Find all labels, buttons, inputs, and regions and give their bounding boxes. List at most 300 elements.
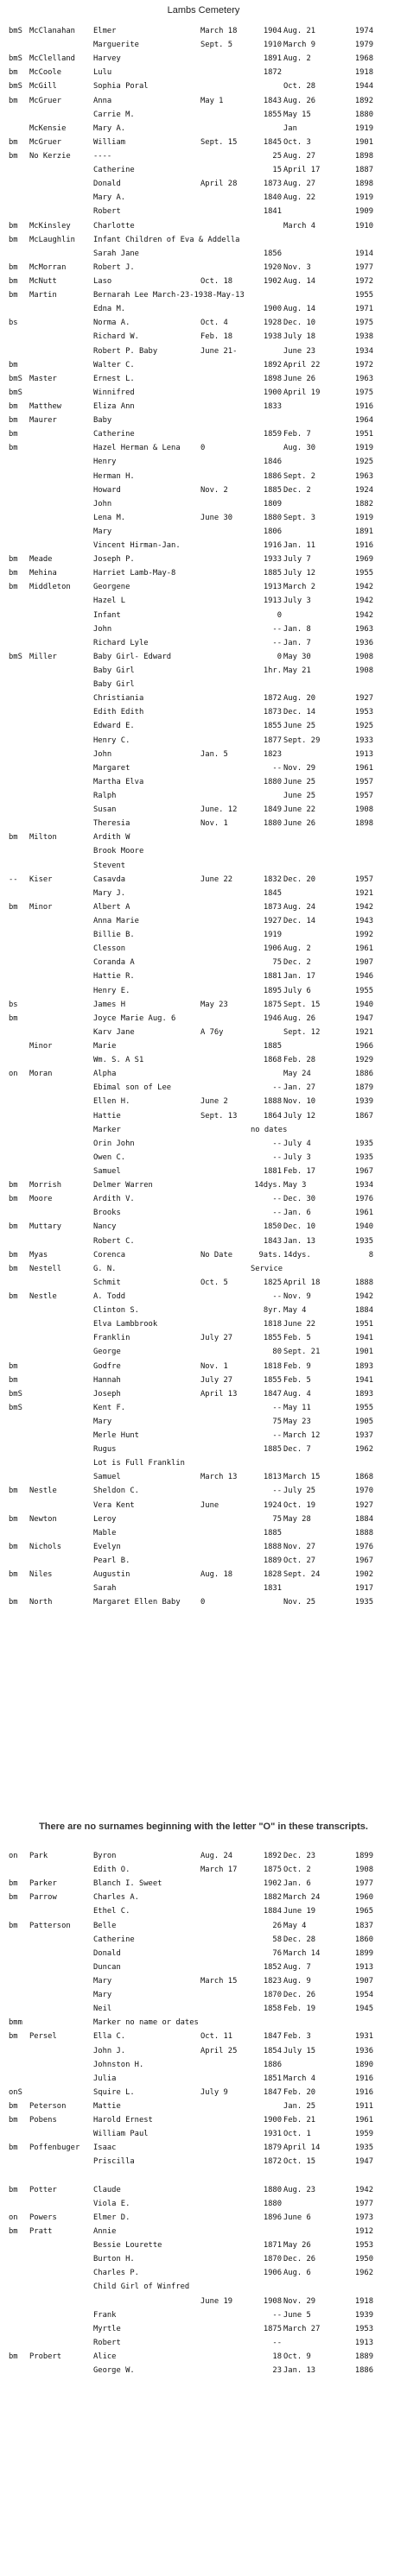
born-year-cell [251, 2280, 283, 2294]
surname-cell [29, 2072, 93, 2086]
burial-row [9, 302, 398, 316]
burial-row [9, 830, 398, 844]
given-cell: Merle Hunt [93, 1431, 139, 1441]
burial-row [9, 1360, 398, 1373]
born-year-cell: 1892 [263, 1852, 282, 1860]
burial-row [9, 2044, 398, 2058]
born-date-cell [200, 594, 251, 608]
surname-cell: Nestle [29, 1291, 57, 1301]
died-year-cell: 1884 [354, 1514, 373, 1524]
born-year-cell: 1895 [263, 986, 282, 995]
mark-cell [9, 1026, 29, 1039]
born-date-cell [200, 1123, 251, 1137]
died-date-cell: March 27 [283, 2324, 321, 2333]
born-date-cell [200, 1345, 251, 1359]
born-date-cell [200, 427, 251, 441]
died-date-cell: Sept. 29 [283, 736, 321, 745]
born-year-cell: 1879 [263, 2144, 282, 2153]
born-date-cell [200, 79, 251, 93]
died-date-cell: Aug. 4 [283, 1389, 311, 1398]
given-cell: Mary [93, 1991, 112, 2000]
born-year-cell: -- [272, 1152, 282, 1162]
died-year-cell: 1933 [354, 736, 373, 745]
surname-cell [29, 2266, 93, 2280]
burial-row [9, 525, 398, 539]
given-cell: Mary A. [93, 123, 126, 133]
surname-cell: Patterson [29, 1921, 71, 1930]
surname-cell: North [29, 1598, 53, 1607]
burial-row [9, 1456, 398, 1470]
given-cell: Evelyn [93, 1542, 121, 1551]
given-cell: Joyce Marie Aug. 6 [93, 1013, 176, 1023]
born-date-cell: A 76y [200, 1027, 224, 1037]
given-cell: Kent F. [93, 1403, 126, 1412]
died-date-cell: March 12 [283, 1431, 321, 1441]
burial-row [9, 900, 398, 914]
died-year-cell: 1916 [354, 541, 373, 551]
mark-cell: bm [9, 1514, 18, 1524]
born-year-cell: 1849 [263, 805, 282, 815]
mark-cell: bm [9, 1598, 18, 1607]
born-year-cell: 8yr. [263, 1306, 282, 1316]
surname-cell [29, 2336, 93, 2350]
died-year-cell: 1992 [354, 931, 373, 940]
died-date-cell: Dec. 30 [283, 1195, 316, 1204]
burial-row [9, 511, 398, 525]
mark-cell: on [9, 1852, 18, 1860]
given-cell: John [93, 499, 112, 508]
died-date-cell: Feb. 5 [283, 1334, 311, 1343]
burial-row [9, 844, 398, 858]
given-cell: Harriet Lamb-May-8 [93, 569, 176, 578]
died-year-cell: 1935 [354, 2144, 373, 2153]
died-year-cell: 1937 [354, 1431, 373, 1441]
died-year-cell: 1965 [354, 1907, 373, 1916]
died-year-cell: 1966 [354, 1041, 373, 1051]
died-year-cell: 1977 [354, 262, 373, 272]
burial-row [9, 2350, 398, 2364]
died-year-cell: 1880 [354, 110, 373, 119]
mark-cell [9, 247, 29, 261]
given-cell: Godfre [93, 1361, 121, 1371]
mark-cell [9, 2058, 29, 2072]
died-year-cell: 1935 [354, 1152, 373, 1162]
born-year-cell: 1882 [263, 1893, 282, 1903]
died-date-cell: July 3 [283, 597, 311, 606]
died-year-cell: 1955 [354, 1403, 373, 1412]
born-year-cell [251, 789, 283, 803]
born-year-cell: 1847 [263, 2087, 282, 2097]
born-date-cell: Nov. 2 [200, 485, 228, 495]
burial-row [9, 191, 398, 205]
died-date-cell: June 22 [283, 805, 316, 815]
born-date-cell [200, 2155, 251, 2169]
mark-cell [9, 1123, 29, 1137]
surname-cell: Martin [29, 291, 57, 300]
born-date-cell [200, 149, 251, 163]
given-cell: Edith Edith [93, 708, 144, 717]
surname-cell [29, 163, 93, 177]
surname-cell: Master [29, 374, 57, 383]
born-year-cell: 1880 [263, 2185, 282, 2194]
burial-row [9, 1849, 398, 1863]
burial-row [9, 94, 398, 108]
born-date-cell [200, 1947, 251, 1960]
given-cell: Burton H. [93, 2255, 135, 2264]
given-cell: Infant Children of Eva & Addella [93, 235, 240, 244]
born-year-cell [251, 859, 283, 873]
died-date-cell: May 23 [283, 1417, 311, 1426]
mark-cell [9, 942, 29, 956]
died-year-cell: 1888 [354, 1528, 373, 1537]
born-date-cell: July 27 [200, 1334, 233, 1343]
died-date-cell [283, 1039, 344, 1053]
died-year-cell: 1916 [354, 401, 373, 411]
burial-row [9, 1988, 398, 2002]
mark-cell [9, 2238, 29, 2252]
mark-cell [9, 1960, 29, 1974]
died-date-cell [283, 2197, 344, 2211]
born-year-cell: 1906 [263, 944, 282, 954]
given-cell: George W. [93, 2366, 135, 2376]
died-year-cell: 1973 [354, 2213, 373, 2222]
born-year-cell: 1806 [263, 527, 282, 536]
born-date-cell [200, 455, 251, 469]
burial-row [9, 594, 398, 608]
died-year-cell: 1976 [354, 1542, 373, 1551]
died-year-cell: 1913 [354, 749, 373, 759]
born-year-cell: 14dys. [254, 1181, 282, 1190]
died-year-cell: 1934 [354, 1181, 373, 1190]
died-year-cell: 1919 [354, 444, 373, 453]
born-date-cell [200, 414, 251, 427]
died-year-cell: 1955 [354, 291, 373, 300]
surname-cell [29, 664, 93, 678]
burial-row [9, 38, 398, 52]
surname-cell: Potter [29, 2185, 57, 2194]
mark-cell [9, 1276, 29, 1290]
died-year-cell: 1912 [354, 2226, 373, 2236]
burial-row [9, 1248, 398, 1262]
mark-cell: -- [9, 874, 18, 884]
died-year-cell: 1868 [354, 1473, 373, 1482]
died-year-cell: 1939 [354, 1097, 373, 1107]
burial-row [9, 761, 398, 775]
died-date-cell: June 25 [283, 722, 316, 731]
died-year-cell: 8 [368, 1250, 373, 1260]
mark-cell [9, 1499, 29, 1512]
died-date-cell: Feb. 20 [283, 2087, 316, 2097]
surname-cell [29, 455, 93, 469]
born-year-cell: 1847 [263, 1389, 282, 1398]
born-year-cell: 26 [272, 1921, 282, 1930]
mark-cell [9, 844, 29, 858]
mark-cell [9, 205, 29, 218]
given-cell: Carrie M. [93, 110, 135, 119]
given-cell: Martha Elva [93, 777, 144, 786]
born-year-cell: 1809 [263, 499, 282, 508]
given-cell: Claude [93, 2185, 121, 2194]
mark-cell [9, 163, 29, 177]
died-date-cell: Dec. 14 [283, 917, 316, 925]
born-year-cell: 1825 [263, 1278, 282, 1287]
surname-cell: Milton [29, 833, 57, 843]
surname-cell [29, 691, 93, 705]
burial-row [9, 2002, 398, 2016]
surname-cell: Parrow [29, 1893, 57, 1903]
burial-row [9, 1095, 398, 1108]
born-date-cell [200, 261, 251, 275]
born-date-cell [200, 302, 251, 316]
burial-row [9, 566, 398, 580]
burial-row [9, 1151, 398, 1165]
died-year-cell: 1898 [354, 151, 373, 161]
burial-row [9, 2308, 398, 2322]
given-cell: Mary [93, 1417, 112, 1426]
born-date-cell [200, 914, 251, 928]
born-year-cell: 1875 [263, 2324, 282, 2333]
born-date-cell [200, 1443, 251, 1456]
born-year-cell: 1906 [263, 2269, 282, 2278]
given-cell: Pearl B. [93, 1556, 130, 1566]
surname-cell [29, 2322, 93, 2336]
born-year-cell: 25 [272, 151, 282, 161]
mark-cell [9, 1582, 29, 1595]
died-year-cell: 1942 [354, 610, 373, 620]
born-year-cell [251, 2169, 283, 2183]
born-year-cell: 1855 [263, 1334, 282, 1343]
born-date-cell [200, 2252, 251, 2266]
born-year-cell: 0 [277, 610, 282, 620]
died-date-cell: May 30 [283, 652, 311, 661]
burial-row [9, 942, 398, 956]
given-cell: Ebimal son of Lee [93, 1083, 172, 1093]
mark-cell [9, 2322, 29, 2336]
surname-cell [29, 1026, 93, 1039]
born-year-cell: 1868 [263, 1056, 282, 1065]
burial-row [9, 1499, 398, 1512]
born-date-cell [200, 775, 251, 789]
mark-cell [9, 122, 29, 136]
surname-cell: Kiser [29, 874, 53, 884]
born-date-cell: May 23 [200, 1000, 228, 1009]
mark-cell [9, 525, 29, 539]
mark-cell: bm [9, 1879, 18, 1889]
died-date-cell: Dec. 2 [283, 485, 311, 495]
born-year-cell [251, 1595, 283, 1609]
mark-cell: bm [9, 1542, 18, 1551]
born-year-cell: -- [272, 1291, 282, 1301]
born-year-cell: 1881 [263, 972, 282, 982]
given-cell: William [93, 137, 126, 147]
surname-cell: McMorran [29, 262, 67, 272]
mark-cell: bm [9, 2144, 18, 2153]
burial-row [9, 1317, 398, 1331]
died-date-cell: June 22 [283, 1320, 316, 1329]
died-year-cell: 1931 [354, 2032, 373, 2042]
born-date-cell [200, 1304, 251, 1317]
given-cell: Sarah Jane [93, 249, 139, 258]
born-year-cell: 1919 [263, 931, 282, 940]
died-year-cell: 1913 [354, 1962, 373, 1972]
died-date-cell: March 14 [283, 1948, 321, 1958]
died-date-cell: Aug. 21 [283, 27, 316, 35]
given-cell: Alpha [93, 1070, 117, 1079]
given-cell: Squire L. [93, 2087, 135, 2097]
surname-cell: Peterson [29, 2101, 67, 2111]
given-cell: Schmit [93, 1278, 121, 1287]
burial-row [9, 1877, 398, 1891]
born-date-cell [200, 2002, 251, 2016]
died-year-cell: 1939 [354, 2310, 373, 2320]
given-cell: Child Girl of Winfred [93, 2282, 190, 2292]
given-cell: Corenca [93, 1250, 126, 1260]
born-year-cell: 1828 [263, 1570, 282, 1580]
died-date-cell: July 15 [283, 2046, 316, 2055]
born-year-cell: 1855 [263, 722, 282, 731]
died-date-cell: May 4 [283, 1921, 307, 1930]
surname-cell: Miller [29, 652, 57, 661]
born-year-cell: 1850 [263, 1222, 282, 1232]
surname-cell [29, 1053, 93, 1067]
given-cell: Nancy [93, 1222, 117, 1232]
died-year-cell: 1959 [354, 2130, 373, 2139]
died-year-cell: 1977 [354, 1879, 373, 1889]
died-date-cell: June 26 [283, 819, 316, 829]
died-date-cell [283, 1582, 344, 1595]
died-year-cell: 1946 [354, 972, 373, 982]
surname-cell [29, 1206, 93, 1220]
born-date-cell [200, 719, 251, 733]
surname-cell: McNutt [29, 276, 57, 286]
mark-cell: bmS [9, 374, 22, 383]
given-cell: John [93, 624, 112, 634]
mark-cell: bm [9, 1893, 18, 1903]
died-date-cell: Feb. 5 [283, 1375, 311, 1385]
born-date-cell [200, 52, 251, 66]
born-year-cell: 1854 [263, 2046, 282, 2055]
born-date-cell [200, 163, 251, 177]
surname-cell: Pratt [29, 2226, 53, 2236]
burial-row [9, 2113, 398, 2127]
burial-row [9, 956, 398, 969]
died-date-cell: June 19 [283, 1907, 316, 1916]
burial-row [9, 1373, 398, 1387]
born-year-cell: 1931 [263, 2130, 282, 2139]
died-year-cell: 1914 [354, 249, 373, 258]
died-year-cell: 1969 [354, 555, 373, 565]
mark-cell [9, 887, 29, 900]
born-year-cell: 1880 [263, 513, 282, 522]
died-date-cell: Aug. 7 [283, 1962, 311, 1972]
born-year-cell [251, 219, 283, 233]
died-date-cell: Dec. 10 [283, 1222, 316, 1232]
born-year-cell [251, 678, 283, 691]
mark-cell: bm [9, 1195, 18, 1204]
burial-row [9, 66, 398, 79]
mark-cell: bm [9, 401, 18, 411]
mark-cell [9, 2280, 29, 2294]
died-year-cell: 1972 [354, 276, 373, 286]
died-year-cell: 1953 [354, 708, 373, 717]
born-year-cell: 1875 [263, 1866, 282, 1875]
born-year-cell: -- [272, 1195, 282, 1204]
surname-cell [29, 2252, 93, 2266]
died-year-cell: 1977 [354, 2199, 373, 2208]
died-date-cell: March 2 [283, 583, 316, 592]
died-date-cell: April 19 [283, 388, 321, 397]
burial-row [9, 775, 398, 789]
born-date-cell: 0 [200, 444, 206, 453]
mark-cell: bm [9, 569, 18, 578]
surname-cell [29, 705, 93, 719]
burial-row [9, 2211, 398, 2225]
born-year-cell: -- [272, 624, 282, 634]
died-year-cell: 1918 [354, 68, 373, 78]
died-year-cell: 1879 [354, 1083, 373, 1093]
mark-cell: bmS [9, 1403, 22, 1412]
died-date-cell: Nov. 9 [283, 1291, 311, 1301]
born-year-cell: 1928 [263, 319, 282, 328]
born-year-cell: 1889 [263, 1556, 282, 1566]
surname-cell [29, 358, 93, 372]
burial-row [9, 455, 398, 469]
burial-row [9, 969, 398, 983]
mark-cell: bmm [9, 2018, 22, 2028]
given-cell: Donald [93, 180, 121, 189]
born-date-cell [200, 1012, 251, 1026]
born-date-cell [200, 205, 251, 218]
mark-cell [9, 1109, 29, 1123]
died-year-cell: 1941 [354, 1334, 373, 1343]
given-cell: Baby Girl- Edward [93, 652, 172, 661]
died-date-cell: July 4 [283, 1139, 311, 1148]
born-year-cell [251, 844, 283, 858]
surname-cell [29, 1345, 93, 1359]
born-date-cell [200, 497, 251, 511]
mark-cell [9, 1151, 29, 1165]
mark-cell [9, 483, 29, 497]
died-date-cell: Nov. 27 [283, 1542, 316, 1551]
born-year-cell: 1845 [263, 888, 282, 898]
died-date-cell [283, 928, 344, 942]
died-year-cell [344, 1262, 375, 1276]
died-year-cell [344, 1123, 375, 1137]
born-date-cell [200, 1877, 251, 1891]
surname-cell: McClelland [29, 54, 75, 64]
burial-row [9, 2058, 398, 2072]
mark-cell: bm [9, 1361, 18, 1371]
died-year-cell: 1961 [354, 2116, 373, 2125]
died-year-cell [344, 859, 375, 873]
given-cell: Hattie R. [93, 972, 135, 982]
died-date-cell: Sept. 24 [283, 1570, 321, 1580]
given-cell: Leroy [93, 1514, 117, 1524]
surname-cell [29, 1470, 93, 1484]
died-date-cell [283, 525, 344, 539]
died-date-cell: Oct. 1 [283, 2130, 311, 2139]
died-year-cell: 1942 [354, 583, 373, 592]
born-date-cell [200, 705, 251, 719]
died-year-cell: 1942 [354, 597, 373, 606]
born-date-cell: June. 12 [200, 805, 238, 815]
given-cell: Charlotte [93, 221, 135, 230]
died-date-cell: Aug. 2 [283, 54, 311, 64]
burial-row [9, 2016, 398, 2030]
given-cell: Donald [93, 1948, 121, 1958]
burial-row [9, 859, 398, 873]
surname-cell [29, 622, 93, 636]
